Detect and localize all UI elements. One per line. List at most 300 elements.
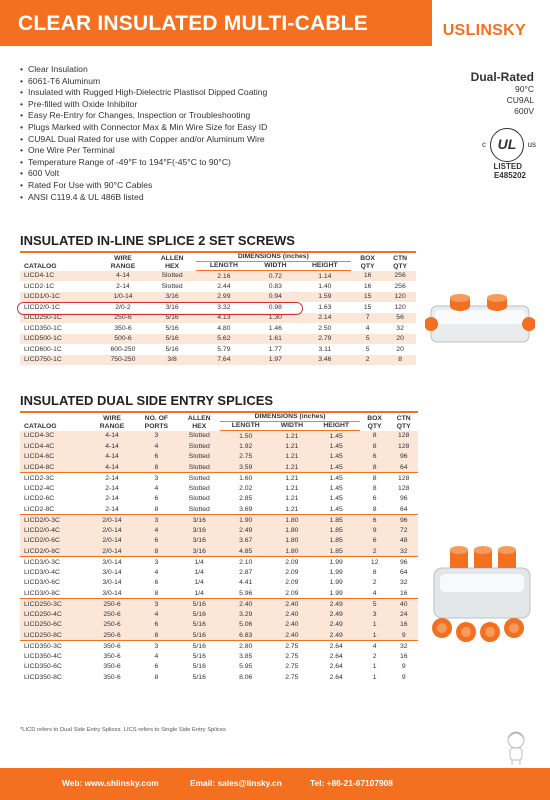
- table-cell: 2.40: [271, 630, 313, 641]
- footer-bar: [0, 768, 550, 800]
- table-row: [20, 672, 418, 683]
- table-cell: 20: [396, 345, 404, 353]
- table-cell: 1.46: [268, 324, 282, 332]
- table-cell: 1.21: [285, 484, 299, 492]
- table-cell: 1.45: [329, 505, 343, 513]
- table-row: [20, 483, 418, 494]
- table-cell: 8: [154, 673, 159, 681]
- table-cell: 1.99: [313, 557, 360, 568]
- table-cell: 2.75: [271, 641, 313, 652]
- table-cell: 4-14: [97, 271, 148, 282]
- table-row: [20, 355, 416, 366]
- table-cell: 3: [135, 515, 178, 526]
- table-cell: 250-6: [97, 313, 148, 324]
- ul-listed-label: LISTED: [493, 162, 522, 171]
- table-cell: 5/16: [178, 641, 220, 652]
- table-cell: 2-14: [105, 505, 119, 513]
- table-cell: 8: [135, 630, 178, 641]
- table-cell: 1.21: [271, 473, 313, 484]
- feature-item: • 600 Volt: [20, 168, 267, 180]
- table-cell: 250-6: [89, 620, 134, 631]
- table-cell: 2/0-14: [89, 515, 134, 526]
- table-cell: 5: [360, 599, 390, 610]
- table-cell: 1: [360, 620, 390, 631]
- table-row: [20, 588, 418, 599]
- col-header: CTN QTY: [384, 252, 416, 271]
- table-cell: 500-6: [97, 334, 148, 345]
- table-cell: 2.09: [285, 579, 299, 587]
- table-cell: 96: [389, 452, 418, 463]
- rating-block: [471, 70, 534, 117]
- table-cell: 6: [135, 452, 178, 463]
- table-cell: 1.21: [285, 495, 299, 503]
- table-cell: 250-6: [89, 599, 134, 610]
- rating-line: 90°C: [515, 84, 534, 94]
- table-row: [20, 292, 416, 303]
- feature-item: • Plugs Marked with Connector Max & Min Wire Size for Easy ID: [20, 122, 267, 134]
- catalog-cell: LICD500-1C: [20, 334, 97, 345]
- table-cell: 1.21: [271, 431, 313, 442]
- table-cell: 5: [365, 345, 370, 353]
- table-cell: 15: [363, 303, 372, 311]
- table-cell: 350-6: [103, 673, 121, 681]
- table-cell: 2/0-2: [115, 303, 131, 311]
- table-row: [20, 515, 418, 526]
- table-cell: 1.85: [313, 546, 360, 557]
- table-cell: 8: [154, 589, 159, 597]
- table-cell: Slotted: [178, 462, 220, 473]
- catalog-cell: LICD2/0-4C: [20, 525, 89, 536]
- table-cell: 3/0-14: [89, 557, 134, 568]
- table-cell: 2.40: [220, 599, 271, 610]
- ul-c-mark: c: [482, 140, 486, 149]
- table-cell: 4-14: [89, 431, 134, 442]
- col-header: WIDTH: [252, 262, 298, 271]
- table-cell: 4: [135, 609, 178, 620]
- table-row: [20, 334, 416, 345]
- table-cell: 1.45: [329, 484, 343, 492]
- table-cell: 1.45: [313, 441, 360, 452]
- table-cell: 96: [399, 495, 408, 503]
- table-cell: 1.45: [329, 495, 343, 503]
- feature-list: [20, 64, 267, 203]
- col-header: ALLEN HEX: [149, 252, 196, 271]
- table-cell: 5/16: [149, 334, 196, 345]
- col-header: BOX QTY: [360, 412, 390, 431]
- catalog-cell: LICD3/0-8C: [24, 589, 60, 597]
- catalog-cell: LICD350-6C: [24, 663, 62, 671]
- table-cell: 5/16: [178, 609, 220, 620]
- table-cell: 9: [401, 673, 406, 681]
- table-cell: 2: [360, 546, 390, 557]
- table-row: [20, 504, 418, 515]
- table-cell: Slotted: [178, 441, 220, 452]
- table-cell: 6: [135, 536, 178, 547]
- table-cell: 3: [360, 609, 390, 620]
- table-cell: 1.85: [313, 536, 360, 547]
- table-cell: 4: [154, 484, 159, 492]
- table-cell: 1.97: [252, 355, 298, 366]
- catalog-cell: LICD250-3C: [20, 599, 89, 610]
- rating-title: Dual-Rated: [470, 70, 534, 84]
- table-cell: 4.13: [196, 313, 252, 324]
- highlight-ring: [17, 302, 303, 315]
- col-header-dimensions: DIMENSIONS (inches): [220, 412, 359, 422]
- table-cell: 3/16: [178, 515, 220, 526]
- table-cell: 2.49: [220, 525, 271, 536]
- table-cell: 1/4: [178, 557, 220, 568]
- table-cell: 1.63: [318, 303, 332, 311]
- catalog-cell: LICD250-8C: [20, 630, 89, 641]
- col-header: WIRE RANGE: [89, 412, 134, 431]
- col-header: HEIGHT: [313, 422, 360, 431]
- table-cell: 2.64: [329, 652, 343, 660]
- table-cell: 3/0-14: [102, 589, 122, 597]
- footer-email-link[interactable]: Email: sales@linsky.cn: [190, 778, 282, 788]
- table-cell: 3: [135, 473, 178, 484]
- table-cell: 3.46: [299, 355, 351, 366]
- table-cell: 8: [384, 355, 416, 366]
- feature-item: • Easy Re-Entry for Changes, Inspection or Troubleshooting: [20, 110, 267, 122]
- catalog-cell: LICD1/0-1C: [20, 292, 97, 303]
- table-cell: 2: [372, 579, 377, 587]
- table-cell: 600-250: [110, 345, 136, 353]
- table-cell: 0.72: [252, 271, 298, 282]
- table-cell: 4-14: [89, 452, 134, 463]
- table-cell: 3/16: [178, 546, 220, 557]
- feature-item: • Temperature Range of -49°F to 194°F(-45°C to 90°C): [20, 157, 267, 169]
- table-cell: 256: [384, 271, 416, 282]
- table-cell: 4: [365, 324, 370, 332]
- table-cell: 1.80: [271, 515, 313, 526]
- section-title-inline-splice: INSULATED IN-LINE SPLICE 2 SET SCREWS: [20, 233, 295, 248]
- table-cell: 6: [135, 620, 178, 631]
- table-cell: 20: [384, 334, 416, 345]
- dual-side-table: [20, 411, 418, 683]
- table-cell: 1.21: [271, 462, 313, 473]
- catalog-cell: LICD250-4C: [20, 609, 89, 620]
- ul-us-mark: us: [527, 140, 536, 149]
- table-cell: 8: [135, 546, 178, 557]
- table-cell: 2-14: [105, 495, 119, 503]
- col-header: LENGTH: [196, 262, 252, 271]
- catalog-cell: LICD2-6C: [24, 495, 55, 503]
- table-row: [20, 494, 418, 505]
- table-cell: 3/8: [149, 355, 196, 366]
- table-cell: 64: [399, 505, 408, 513]
- table-cell: 4: [360, 641, 390, 652]
- table-row: [20, 344, 416, 355]
- table-cell: 24: [389, 609, 418, 620]
- table-cell: 2.64: [313, 641, 360, 652]
- col-header: CTN QTY: [389, 412, 418, 431]
- table-cell: 2.44: [217, 282, 231, 290]
- table-cell: 128: [389, 431, 418, 442]
- table-cell: 2: [351, 355, 384, 366]
- feature-item: • CU9AL Dual Rated for use with Copper and/or Aluminum Wire: [20, 134, 267, 146]
- table-cell: 2.10: [220, 557, 271, 568]
- table-cell: 1: [372, 663, 377, 671]
- table-cell: 2.09: [285, 568, 299, 576]
- table-cell: 4: [154, 652, 159, 660]
- table-cell: Slotted: [178, 452, 220, 463]
- table-cell: Slotted: [188, 495, 210, 503]
- catalog-cell: LICD2/0-3C: [20, 515, 89, 526]
- feature-item: • One Wire Per Terminal: [20, 145, 267, 157]
- table-cell: 2.49: [313, 620, 360, 631]
- table-cell: 96: [389, 557, 418, 568]
- mascot-icon: [500, 728, 532, 766]
- table-cell: 1: [360, 630, 390, 641]
- table-cell: 3/16: [149, 292, 196, 303]
- table-cell: 1.45: [313, 452, 360, 463]
- table-cell: 4.80: [217, 324, 231, 332]
- col-header: WIRE RANGE: [97, 252, 148, 271]
- inline-splice-product-image: [425, 292, 535, 352]
- table-cell: 1.92: [220, 441, 271, 452]
- table-cell: 2.79: [299, 334, 351, 345]
- table-cell: 0.83: [268, 282, 282, 290]
- table-cell: 7: [351, 313, 384, 324]
- table-cell: 6: [372, 495, 377, 503]
- table-cell: Slotted: [178, 473, 220, 484]
- table-cell: 1.40: [318, 282, 332, 290]
- table-cell: 4: [135, 441, 178, 452]
- table-cell: 1.30: [252, 313, 298, 324]
- catalog-cell: LICD3/0-3C: [20, 557, 89, 568]
- table-cell: 2.87: [239, 568, 253, 576]
- table-cell: 3.59: [220, 462, 271, 473]
- table-cell: 250-6: [89, 609, 134, 620]
- table-row: [20, 525, 418, 536]
- table-cell: 2.75: [285, 663, 299, 671]
- col-header: ALLEN HEX: [178, 412, 220, 431]
- table-cell: 5.95: [239, 663, 253, 671]
- table-cell: 1/4: [194, 568, 204, 576]
- catalog-cell: LICD4-6C: [20, 452, 89, 463]
- table-cell: 5/16: [192, 663, 206, 671]
- table-cell: 3/0-14: [102, 568, 122, 576]
- table-cell: 5/16: [165, 324, 179, 332]
- table-cell: 48: [389, 536, 418, 547]
- table-row: [20, 323, 416, 334]
- table-cell: 1/0-14: [97, 292, 148, 303]
- catalog-cell: LICD4-1C: [20, 271, 97, 282]
- table-row: [20, 462, 418, 473]
- feature-item: • Rated For Use with 90°C Cables: [20, 180, 267, 192]
- catalog-cell: LICD250-6C: [20, 620, 89, 631]
- table-cell: 4: [154, 568, 159, 576]
- catalog-cell: LICD2-8C: [24, 505, 55, 513]
- table-cell: 5/16: [192, 652, 206, 660]
- table-cell: Slotted: [188, 505, 210, 513]
- table-cell: 8: [360, 441, 390, 452]
- table-cell: 12: [360, 557, 390, 568]
- table-cell: 9: [389, 630, 418, 641]
- table-cell: 5/16: [192, 673, 206, 681]
- table-cell: Slotted: [188, 484, 210, 492]
- table-cell: 2-14: [89, 473, 134, 484]
- table-cell: 16: [389, 620, 418, 631]
- table-row: [20, 452, 418, 463]
- table-cell: 6: [154, 579, 159, 587]
- col-header: CATALOG: [20, 252, 97, 271]
- table-cell: 15: [351, 292, 384, 303]
- catalog-cell: LICD2-3C: [20, 473, 89, 484]
- col-header: BOX QTY: [351, 252, 384, 271]
- table-cell: 350-6: [103, 652, 121, 660]
- table-cell: 1.77: [268, 345, 282, 353]
- table-cell: 1.80: [271, 525, 313, 536]
- table-cell: 1.59: [299, 292, 351, 303]
- table-cell: Slotted: [178, 431, 220, 442]
- table-cell: 350-6: [103, 663, 121, 671]
- table-row: [20, 609, 418, 620]
- table-cell: 6.83: [220, 630, 271, 641]
- col-header: LENGTH: [220, 422, 271, 431]
- table-cell: 1.45: [313, 462, 360, 473]
- table-cell: 1.99: [329, 568, 343, 576]
- table-cell: 2.85: [239, 495, 253, 503]
- table-cell: 40: [389, 599, 418, 610]
- table-cell: 2.14: [299, 313, 351, 324]
- table-cell: 8: [360, 462, 390, 473]
- table-cell: 350-6: [114, 324, 132, 332]
- table-cell: 32: [389, 641, 418, 652]
- table-cell: 4-14: [89, 462, 134, 473]
- table-cell: 8: [360, 431, 390, 442]
- catalog-cell: LICD4-4C: [20, 441, 89, 452]
- table-cell: 72: [389, 525, 418, 536]
- feature-item: • 6061-T6 Aluminum: [20, 76, 267, 88]
- table-cell: 64: [399, 568, 408, 576]
- table-cell: 7.64: [196, 355, 252, 366]
- table-cell: 2.50: [318, 324, 332, 332]
- catalog-cell: LICD2-4C: [24, 484, 55, 492]
- table-cell: 1.21: [285, 505, 299, 513]
- table-cell: 2.75: [285, 673, 299, 681]
- table-cell: 2.64: [329, 663, 343, 671]
- table-cell: 6: [360, 452, 390, 463]
- table-cell: 1.85: [313, 515, 360, 526]
- table-cell: 16: [399, 589, 408, 597]
- table-row: [20, 641, 418, 652]
- table-cell: 1.99: [329, 579, 343, 587]
- section-title-dual-side: INSULATED DUAL SIDE ENTRY SPLICES: [20, 393, 274, 408]
- catalog-cell: LICD2-1C: [24, 282, 55, 290]
- table-cell: 3.11: [318, 345, 332, 353]
- table-cell: 8: [360, 473, 390, 484]
- col-header-dimensions: DIMENSIONS (inches): [196, 252, 351, 262]
- footer-phone: Tel: +86-21-67107908: [310, 778, 393, 788]
- table-cell: 120: [384, 292, 416, 303]
- table-row: [20, 441, 418, 452]
- table-cell: 9: [360, 525, 390, 536]
- table-cell: 16: [351, 271, 384, 282]
- table-cell: 2.49: [313, 599, 360, 610]
- table-cell: 128: [398, 484, 410, 492]
- catalog-cell: LICD2/0-1C: [24, 303, 60, 311]
- table-cell: 5.62: [196, 334, 252, 345]
- feature-item: • ANSI C119.4 & UL 486B listed: [20, 192, 267, 204]
- table-cell: 8: [372, 505, 377, 513]
- table-cell: 2.75: [285, 652, 299, 660]
- table-cell: 1/4: [194, 589, 204, 597]
- table-cell: Slotted: [161, 282, 183, 290]
- table-row: [20, 578, 418, 589]
- table-cell: 8: [154, 505, 159, 513]
- col-header: NO. OF PORTS: [135, 412, 178, 431]
- table-cell: 128: [389, 441, 418, 452]
- table-cell: 1.14: [299, 271, 351, 282]
- table-cell: 0.98: [268, 303, 282, 311]
- table-cell: 6: [360, 515, 390, 526]
- table-cell: 2: [372, 652, 377, 660]
- table-cell: 5.96: [239, 589, 253, 597]
- catalog-cell: LICD2/0-8C: [20, 546, 89, 557]
- table-cell: 2.09: [271, 557, 313, 568]
- catalog-cell: LICD3/0-4C: [24, 568, 60, 576]
- table-cell: 6: [360, 536, 390, 547]
- table-cell: 250-6: [89, 630, 134, 641]
- table-cell: 8: [372, 568, 377, 576]
- table-row: [20, 536, 418, 547]
- table-cell: 2.40: [271, 599, 313, 610]
- table-cell: 56: [384, 313, 416, 324]
- catalog-cell: LICD750-1C: [20, 355, 97, 366]
- table-cell: 3/0-14: [102, 579, 122, 587]
- table-cell: 3: [135, 641, 178, 652]
- rating-line: CU9AL: [506, 95, 534, 105]
- table-row: [20, 567, 418, 578]
- table-cell: 1.50: [220, 431, 271, 442]
- table-cell: 8: [372, 484, 377, 492]
- table-cell: Slotted: [149, 271, 196, 282]
- table-cell: 1.45: [313, 473, 360, 484]
- table-cell: 1.90: [220, 515, 271, 526]
- table-row: [20, 620, 418, 631]
- catalog-cell: LICD350-3C: [20, 641, 89, 652]
- table-cell: 2-14: [116, 282, 130, 290]
- table-cell: 3/16: [165, 303, 179, 311]
- table-cell: 8: [135, 462, 178, 473]
- table-cell: 1.80: [271, 536, 313, 547]
- table-cell: 4: [372, 589, 377, 597]
- table-cell: 2/0-14: [89, 546, 134, 557]
- catalog-cell: LICD4-3C: [20, 431, 89, 442]
- footer-web-link[interactable]: Web: www.shlinsky.com: [62, 778, 159, 788]
- table-cell: 3/16: [178, 536, 220, 547]
- rating-line: 600V: [514, 106, 534, 116]
- table-cell: 1.60: [220, 473, 271, 484]
- table-row: [20, 281, 416, 292]
- table-cell: 3.67: [220, 536, 271, 547]
- col-header: WIDTH: [271, 422, 313, 431]
- table-cell: 1/4: [194, 579, 204, 587]
- table-cell: 5.06: [220, 620, 271, 631]
- table-cell: 2.16: [196, 271, 252, 282]
- table-cell: 6: [154, 495, 159, 503]
- table-cell: 4.85: [220, 546, 271, 557]
- col-header: HEIGHT: [299, 262, 351, 271]
- catalog-cell: LICD600-1C: [24, 345, 62, 353]
- table-row: [20, 546, 418, 557]
- table-cell: 5/16: [165, 345, 179, 353]
- table-cell: 5: [351, 334, 384, 345]
- table-cell: 2.80: [220, 641, 271, 652]
- table-cell: 2.49: [313, 630, 360, 641]
- feature-item: • Pre-filled with Oxide Inhibitor: [20, 99, 267, 111]
